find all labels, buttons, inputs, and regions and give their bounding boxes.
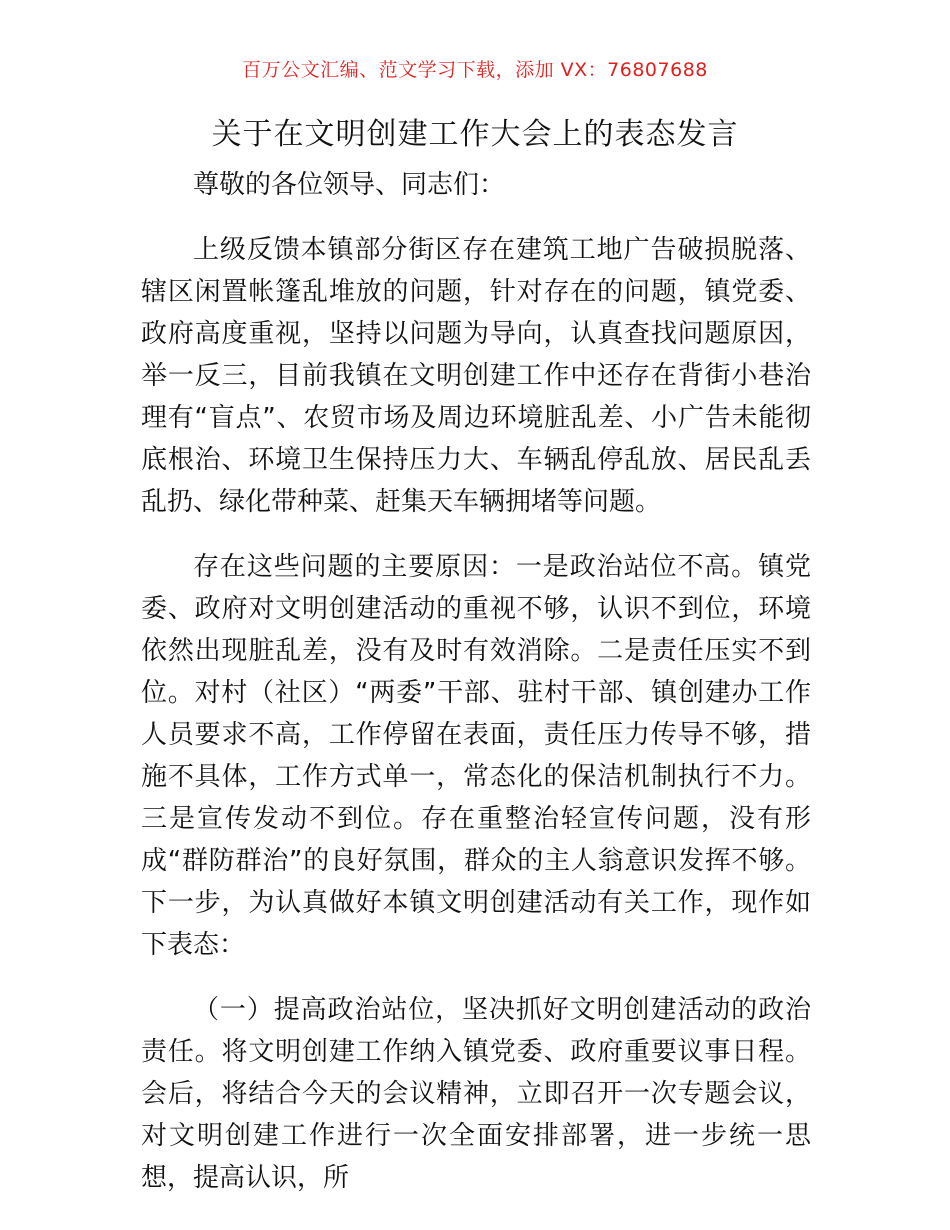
document-body [141, 164, 811, 1222]
salutation: 尊敬的各位领导、同志们： [193, 170, 506, 200]
watermark-banner: 百万公文汇编、范文学习下载，添加 VX：76807688 [242, 59, 708, 81]
paragraph: 上级反馈本镇部分街区存在建筑工地广告破损脱落、辖区闲置帐篷乱堆放的问题，针对存在的问题，镇党委、政府高度重视，坚持以问题为导向，认真查找问题原因，举一反三，目前我镇在文明创建工作中还存在背街小巷治理有“盲点”、农贸市场及周边环境脏乱差、小广告未能彻底根治、环境卫生保持压力大、车辆乱停乱放、居民乱丢乱扔、绿化带种菜、赶集天车辆拥堵等问题。 [141, 235, 811, 517]
paragraph: 存在这些问题的主要原因：一是政治站位不高。镇党委、政府对文明创建活动的重视不够，认识不到位，环境依然出现脏乱差，没有及时有效消除。二是责任压实不到位。对村（社区）“两委”干部、驻村干部、镇创建办工作人员要求不高，工作停留在表面，责任压力传导不够，措施不具体，工作方式单一，常态化的保洁机制执行不力。三是宣传发动不到位。存在重整治轻宣传问题，没有形成“群防群治”的良好氛围，群众的主人翁意识发挥不够。下一步，为认真做好本镇文明创建活动有关工作，现作如下表态： [141, 552, 811, 960]
paragraph: （一）提高政治站位，坚决抓好文明创建活动的政治责任。将文明创建工作纳入镇党委、政府重要议事日程。会后，将结合今天的会议精神，立即召开一次专题会议，对文明创建工作进行一次全面安排部署，进一步统一思想，提高认识，所 [141, 995, 811, 1193]
document-title: 关于在文明创建工作大会上的表态发言 [211, 117, 739, 152]
